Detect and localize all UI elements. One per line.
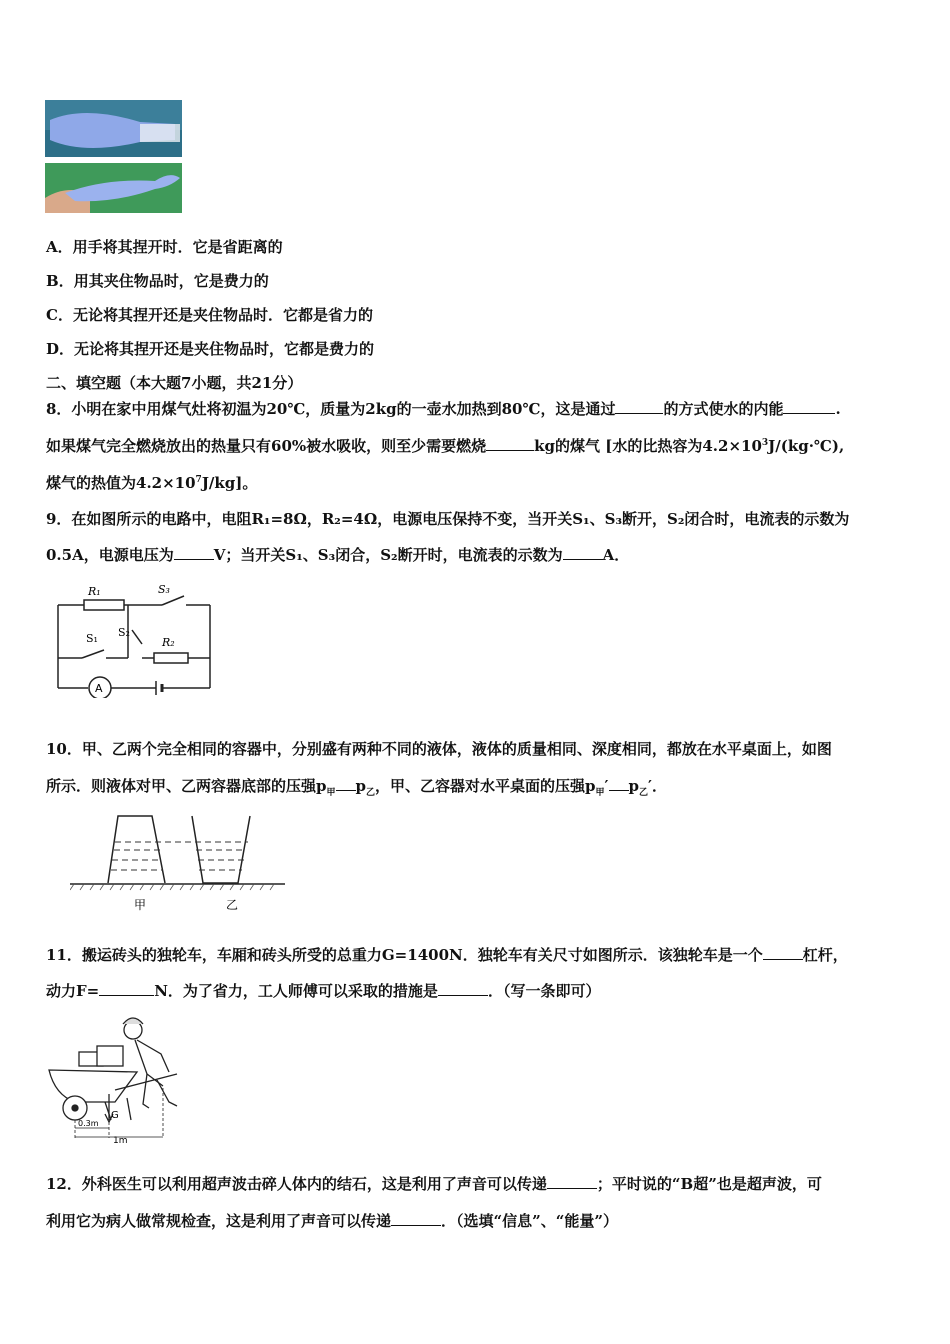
container-label-jia: 甲 xyxy=(134,898,147,912)
option-b: B．用其夹住物品时，它是费力的 xyxy=(46,272,269,290)
wheelbarrow-figure xyxy=(45,1010,195,1145)
q10-line2: 所示．则液体对甲、乙两容器底部的压强$p_甲$ $p_乙$，甲、乙容器对水平桌面的压强$p_甲'$ $p_乙'$． xyxy=(46,777,667,798)
r1-label: R₁ xyxy=(88,585,101,598)
clip-image-bottom xyxy=(45,163,182,213)
q11-line2: 动力F= N．为了省力，工人师傅可以采取的措施是 ．（写一条即可） xyxy=(46,982,601,1000)
q11-line1: 11．搬运砖头的独轮车，车厢和砖头所受的总重力G=1400N．独轮车有关尺寸如图所示．该独轮车是一个 杠杆， xyxy=(46,946,848,964)
ammeter-label: A xyxy=(95,682,103,695)
q8-line3: 煤气的热值为$4.2\times 10^7J/kg$]。 xyxy=(46,474,258,492)
clip-image-top xyxy=(45,100,182,157)
container-label-yi: 乙 xyxy=(226,898,239,912)
clip-photo-top xyxy=(45,100,182,157)
distance-label-short: 0.3m xyxy=(78,1119,99,1128)
circuit-diagram xyxy=(50,578,220,698)
distance-label-long: 1m xyxy=(113,1136,128,1145)
q8-line1: 8．小明在家中用煤气灶将初温为20℃，质量为2kg的一壶水加热到80℃，这是通过 的方式使水的内能 . xyxy=(46,400,841,418)
s3-label: S₃ xyxy=(158,583,170,596)
q12-line2: 利用它为病人做常规检查，这是利用了声音可以传递 ．（选填“信息”、“能量”） xyxy=(46,1212,619,1230)
r2-label: R₂ xyxy=(162,636,175,649)
section-title: 二、填空题（本大题7小题，共21分） xyxy=(46,374,303,392)
q10-line1: 10．甲、乙两个完全相同的容器中，分别盛有两种不同的液体，液体的质量相同、深度相同，都放在水平桌面上，如图 xyxy=(46,740,832,758)
q8-line2: 如果煤气完全燃烧放出的热量只有60%被水吸收，则至少需要燃烧 kg的煤气 [水的比热容为$4.2\times 10^3J/(kg\cdot℃)$, xyxy=(46,437,845,455)
option-c: C．无论将其捏开还是夹住物品时．它都是省力的 xyxy=(46,306,373,324)
clip-photo-bottom xyxy=(45,163,182,213)
s2-label: S₂ xyxy=(118,626,130,639)
q9-line2: 0.5A，电源电压为 V；当开关S₁、S₃闭合，S₂断开时，电流表的示数为 A． xyxy=(46,546,630,564)
s1-label: S₁ xyxy=(86,632,98,645)
containers-figure xyxy=(70,808,290,913)
option-a: A．用手将其捏开时．它是省距离的 xyxy=(46,238,283,256)
option-d: D．无论将其捏开还是夹住物品时，它都是费力的 xyxy=(46,340,375,358)
q9-line1: 9．在如图所示的电路中，电阻R₁=8Ω，R₂=4Ω，电源电压保持不变，当开关S₁、S₃断开，S₂闭合时，电流表的示数为 xyxy=(46,510,850,528)
gravity-label: G xyxy=(111,1110,119,1121)
q12-line1: 12．外科医生可以利用超声波击碎人体内的结石，这是利用了声音可以传递 ；平时说的“B超”也是超声波，可 xyxy=(46,1175,822,1193)
